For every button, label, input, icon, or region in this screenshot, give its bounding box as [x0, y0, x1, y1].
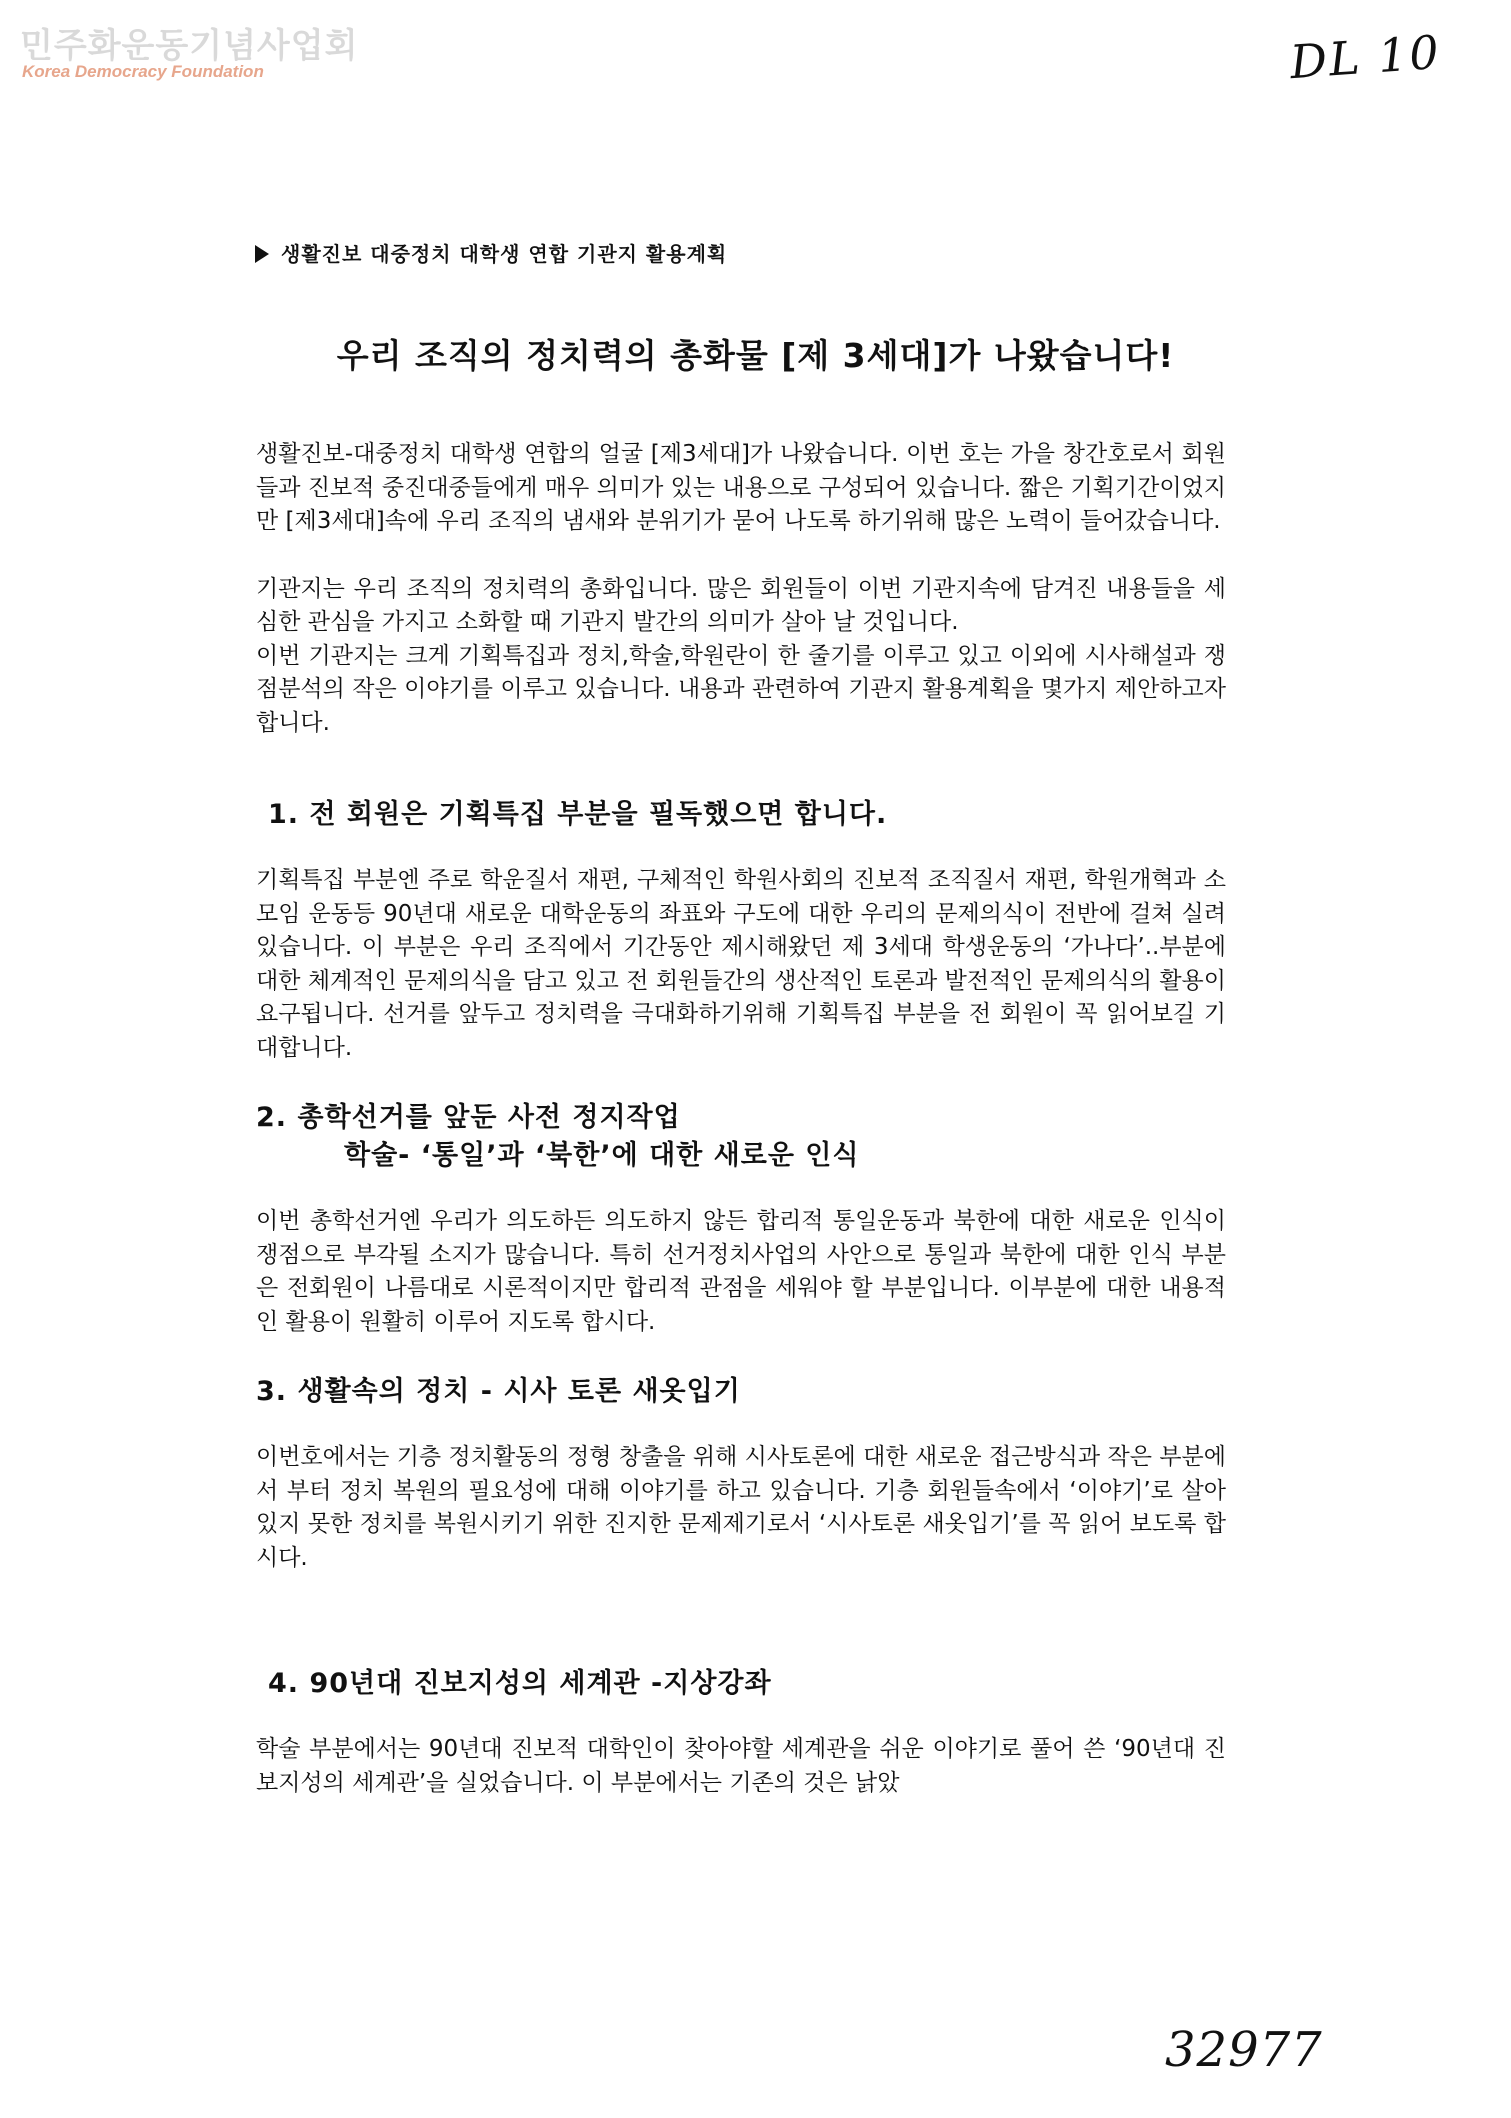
- section-spacer: [256, 1609, 1226, 1665]
- document-title: 우리 조직의 정치력의 총화물 [제 3세대]가 나왔습니다!: [336, 336, 1175, 375]
- handwritten-doc-code: DL 10: [1288, 24, 1443, 90]
- section-1-body: 기획특집 부분엔 주로 학운질서 재편, 구체적인 학원사회의 진보적 조직질서 재편, 학원개혁과 소모임 운동등 90년대 새로운 대학운동의 좌표와 구도에 대한 우리의 문제의식이 전반에 걸쳐 실려있습니다. 이 부분은 우리 조직에서 기간동안 제시해왔던 제 3세대 학생운동의 ‘가나다’..부분에 대한 체계적인 문제의식을 담고 있고 전 회원들간의 생산적인 토론과 발전적인 문제의식의 활용이 요구됩니다. 선거를 앞두고 정치력을 극대화하기위해 기획특집 부분을 전 회원이 꼭 읽어보길 기대합니다.: [256, 867, 1226, 1061]
- section-1-heading: 1. 전 회원은 기획특집 부분을 필독했으면 합니다.: [268, 799, 888, 830]
- section-3-heading: 3. 생활속의 정치 - 시사 토론 새옷입기: [256, 1376, 741, 1407]
- document-body: [256, 438, 1226, 1834]
- section-2-heading: [256, 1099, 1226, 1175]
- section-2-heading-line1: 2. 총학선거를 앞둔 사전 정지작업: [256, 1102, 681, 1133]
- foundation-logo-korean: 민주화운동기념사업회: [20, 26, 359, 66]
- intro-paragraph-2: 기관지는 우리 조직의 정치력의 총화입니다. 많은 회원들이 이번 기관지속에 담겨진 내용들을 세심한 관심을 가지고 소화할 때 기관지 발간의 의미가 살아 날 것입니다.: [256, 575, 1226, 635]
- intro-paragraph-3: 이번 기관지는 크게 기획특집과 정치,학술,학원란이 한 줄기를 이루고 있고 이외에 시사해설과 쟁점분석의 작은 이야기를 이루고 있습니다. 내용과 관련하여 기관지 활용계획을 몇가지 제안하고자 합니다.: [256, 642, 1226, 736]
- section-4-heading: 4. 90년대 진보지성의 세계관 -지상강좌: [268, 1668, 772, 1699]
- foundation-logo-english: Korea Democracy Foundation: [22, 62, 264, 81]
- section-4-body: 학술 부분에서는 90년대 진보적 대학인이 찾아야할 세계관을 쉬운 이야기로 풀어 쓴 ‘90년대 진보지성의 세계관’을 실었습니다. 이 부분에서는 기존의 것은 낡았: [256, 1736, 1226, 1796]
- section-3-body: 이번호에서는 기층 정치활동의 정형 창출을 위해 시사토론에 대한 새로운 접근방식과 작은 부분에서 부터 정치 복원의 필요성에 대해 이야기를 하고 있습니다. 기층 회원들속에서 ‘이야기’로 살아있지 못한 정치를 복원시키기 위한 진지한 문제제기로서 ‘시사토론 새옷입기’를 꼭 읽어 보도록 합시다.: [256, 1444, 1226, 1571]
- section-2-body: 이번 총학선거엔 우리가 의도하든 의도하지 않든 합리적 통일운동과 북한에 대한 새로운 인식이 쟁점으로 부각될 소지가 많습니다. 특히 선거정치사업의 사안으로 통일과 북한에 대한 인식 부분은 전회원이 나름대로 시론적이지만 합리적 관점을 세워야 할 부분입니다. 이부분에 대한 내용적인 활용이 원활히 이루어 지도록 합시다.: [256, 1208, 1226, 1335]
- document-subheading: [255, 238, 727, 267]
- intro-paragraph-1: 생활진보-대중정치 대학생 연합의 얼굴 [제3세대]가 나왔습니다. 이번 호는 가을 창간호로서 회원들과 진보적 중진대중들에게 매우 의미가 있는 내용으로 구성되어 있습니다. 짧은 기획기간이었지만 [제3세대]속에 우리 조직의 냄새와 분위기가 묻어 나도록 하기위해 많은 노력이 들어갔습니다.: [256, 441, 1226, 534]
- subheading-text: 생활진보 대중정치 대학생 연합 기관지 활용계획: [281, 242, 728, 266]
- section-2-heading-line2: 학술- ‘통일’과 ‘북한’에 대한 새로운 인식: [344, 1140, 860, 1171]
- triangle-bullet-icon: [255, 245, 269, 263]
- handwritten-doc-number: 32977: [1165, 2022, 1323, 2078]
